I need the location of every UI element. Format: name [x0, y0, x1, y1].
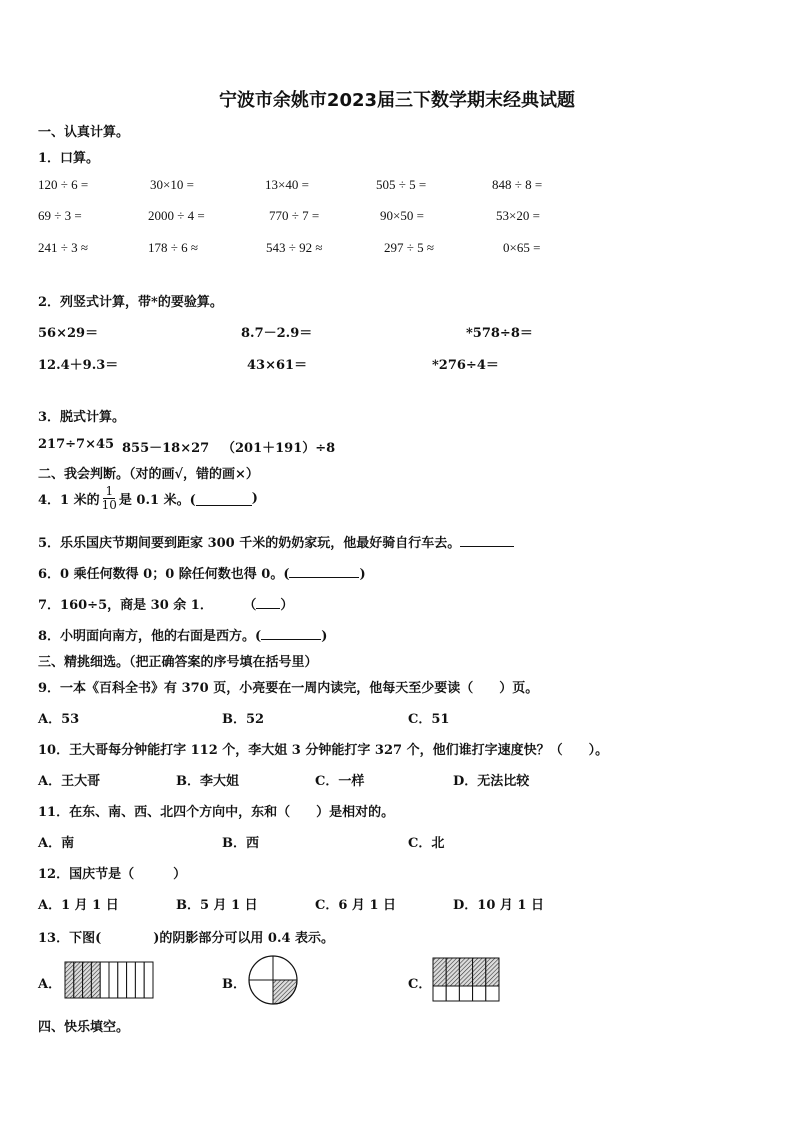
figure-c-cell [433, 986, 446, 1001]
oral-calc-item: 69 ÷ 3 = [38, 208, 82, 223]
section-heading-3: 三、精挑细选。（把正确答案的序号填在括号里） [38, 655, 318, 670]
figure-c-grid [432, 957, 500, 1003]
question-8-text: 8．小明面向南方，他的右面是西方。( [38, 629, 262, 644]
step-calc-item: 217÷7×45 [38, 437, 115, 452]
question-3-label: 3．脱式计算。 [38, 410, 126, 425]
question-10-text: 10．王大哥每分钟能打字 112 个，李大姐 3 分钟能打字 327 个，他们谁打字速度快？（ ）。 [38, 743, 609, 758]
oral-calc-item: 770 ÷ 7 = [269, 208, 320, 223]
page-title: 宁波市余姚市2023届三下数学期末经典试题 [218, 90, 576, 111]
answer-blank[interactable] [460, 533, 514, 547]
oral-calc-item: 30×10 = [150, 177, 194, 192]
option-d[interactable]: D．10 月 1 日 [453, 898, 544, 913]
question-6-text: 6．0 乘任何数得 0；0 除任何数也得 0。( [38, 567, 290, 582]
figure-c-cell [473, 958, 486, 986]
oral-calc-item: 505 ÷ 5 = [376, 177, 427, 192]
question-4-post: 是 0.1 米。( [118, 493, 196, 508]
question-4-close: ) [251, 491, 258, 506]
figure-a-cell [109, 962, 118, 998]
oral-calc-item: 120 ÷ 6 = [38, 177, 89, 192]
figure-b-circle [247, 954, 299, 1006]
option-c[interactable]: C．6 月 1 日 [315, 898, 397, 913]
oral-calc-item: 241 ÷ 3 ≈ [38, 240, 89, 255]
answer-blank[interactable] [289, 564, 359, 578]
question-8 [38, 625, 327, 644]
figure-a-cell [74, 962, 83, 998]
option-c[interactable]: C． [408, 977, 432, 992]
vertical-calc-item: *578÷8＝ [466, 326, 533, 341]
answer-blank[interactable] [256, 595, 280, 609]
option-d[interactable]: D．无法比较 [453, 774, 530, 789]
question-7-open: （ [243, 598, 257, 613]
question-7-close: ） [280, 598, 294, 613]
question-5 [38, 532, 514, 551]
question-4 [38, 485, 258, 512]
question-13-text: 13．下图( )的阴影部分可以用 0.4 表示。 [38, 931, 335, 946]
oral-calc-item: 0×65 = [503, 240, 541, 255]
question-5-text: 5．乐乐国庆节期间要到距家 300 千米的奶奶家玩，他最好骑自行车去。 [38, 536, 461, 551]
answer-blank[interactable] [261, 626, 321, 640]
oral-calc-item: 543 ÷ 92 ≈ [266, 240, 323, 255]
vertical-calc-item: *276÷4＝ [432, 358, 499, 373]
question-11-text: 11．在东、南、西、北四个方向中，东和（ ）是相对的。 [38, 805, 395, 820]
option-c[interactable]: C．一样 [315, 774, 365, 789]
step-calc-item: 855－18×27 [122, 441, 210, 456]
option-b[interactable]: B．李大姐 [176, 774, 239, 789]
vertical-calc-item: 12.4＋9.3＝ [38, 358, 119, 373]
question-9-text: 9．一本《百科全书》有 370 页，小亮要在一周内读完，他每天至少要读（ ）页。 [38, 681, 539, 696]
option-a[interactable]: A．南 [38, 836, 75, 851]
question-12-text: 12．国庆节是（ ） [38, 867, 187, 882]
figure-c-cell [459, 986, 472, 1001]
figure-c-cell [433, 958, 446, 986]
figure-a-cell [100, 962, 109, 998]
vertical-calc-item: 56×29＝ [38, 326, 99, 341]
figure-a-cell [144, 962, 153, 998]
figure-a-bar [64, 961, 154, 999]
option-b[interactable]: B．西 [222, 836, 259, 851]
figure-c-cell [473, 986, 486, 1001]
question-6-close: ) [359, 567, 366, 582]
figure-c-cell [446, 958, 459, 986]
question-7 [38, 594, 293, 613]
figure-a-cell [83, 962, 92, 998]
answer-blank[interactable] [196, 492, 252, 506]
question-7-text: 7．160÷5，商是 30 余 1． [38, 598, 213, 613]
fraction-numerator: 1 [105, 484, 114, 498]
oral-calc-item: 848 ÷ 8 = [492, 177, 543, 192]
oral-calc-item: 297 ÷ 5 ≈ [384, 240, 435, 255]
oral-calc-item: 13×40 = [265, 177, 309, 192]
fraction-denominator: 10 [101, 498, 117, 512]
option-c[interactable]: C．51 [408, 712, 450, 727]
option-a[interactable]: A．1 月 1 日 [38, 898, 119, 913]
question-8-close: ) [321, 629, 328, 644]
figure-a-cell [65, 962, 74, 998]
option-a[interactable]: A．53 [38, 712, 80, 727]
fraction [102, 485, 117, 512]
question-2-label: 2．列竖式计算，带*的要验算。 [38, 295, 223, 310]
figure-a-cell [135, 962, 144, 998]
option-b[interactable]: B． [222, 977, 246, 992]
question-4-pre: 4．1 米的 [38, 493, 100, 508]
vertical-calc-item: 43×61＝ [247, 358, 308, 373]
step-calc-item: （201＋191）÷8 [222, 441, 336, 456]
figure-c-cell [446, 986, 459, 1001]
option-b[interactable]: B．5 月 1 日 [176, 898, 258, 913]
question-1-label: 1．口算。 [38, 151, 100, 166]
oral-calc-item: 2000 ÷ 4 = [148, 208, 205, 223]
figure-a-cell [127, 962, 136, 998]
oral-calc-item: 53×20 = [496, 208, 540, 223]
figure-a-cell [118, 962, 127, 998]
section-heading-4: 四、快乐填空。 [38, 1020, 130, 1035]
figure-a-cell [91, 962, 100, 998]
option-c[interactable]: C．北 [408, 836, 445, 851]
section-heading-1: 一、认真计算。 [38, 125, 130, 140]
oral-calc-item: 178 ÷ 6 ≈ [148, 240, 199, 255]
figure-c-cell [486, 958, 499, 986]
option-b[interactable]: B．52 [222, 712, 265, 727]
oral-calc-item: 90×50 = [380, 208, 424, 223]
figure-c-cell [459, 958, 472, 986]
option-a[interactable]: A．王大哥 [38, 774, 101, 789]
figure-c-cell [486, 986, 499, 1001]
section-heading-2: 二、我会判断。（对的画√，错的画×） [38, 467, 259, 482]
vertical-calc-item: 8.7－2.9＝ [241, 326, 313, 341]
option-a[interactable]: A． [38, 977, 62, 992]
question-6 [38, 563, 366, 582]
